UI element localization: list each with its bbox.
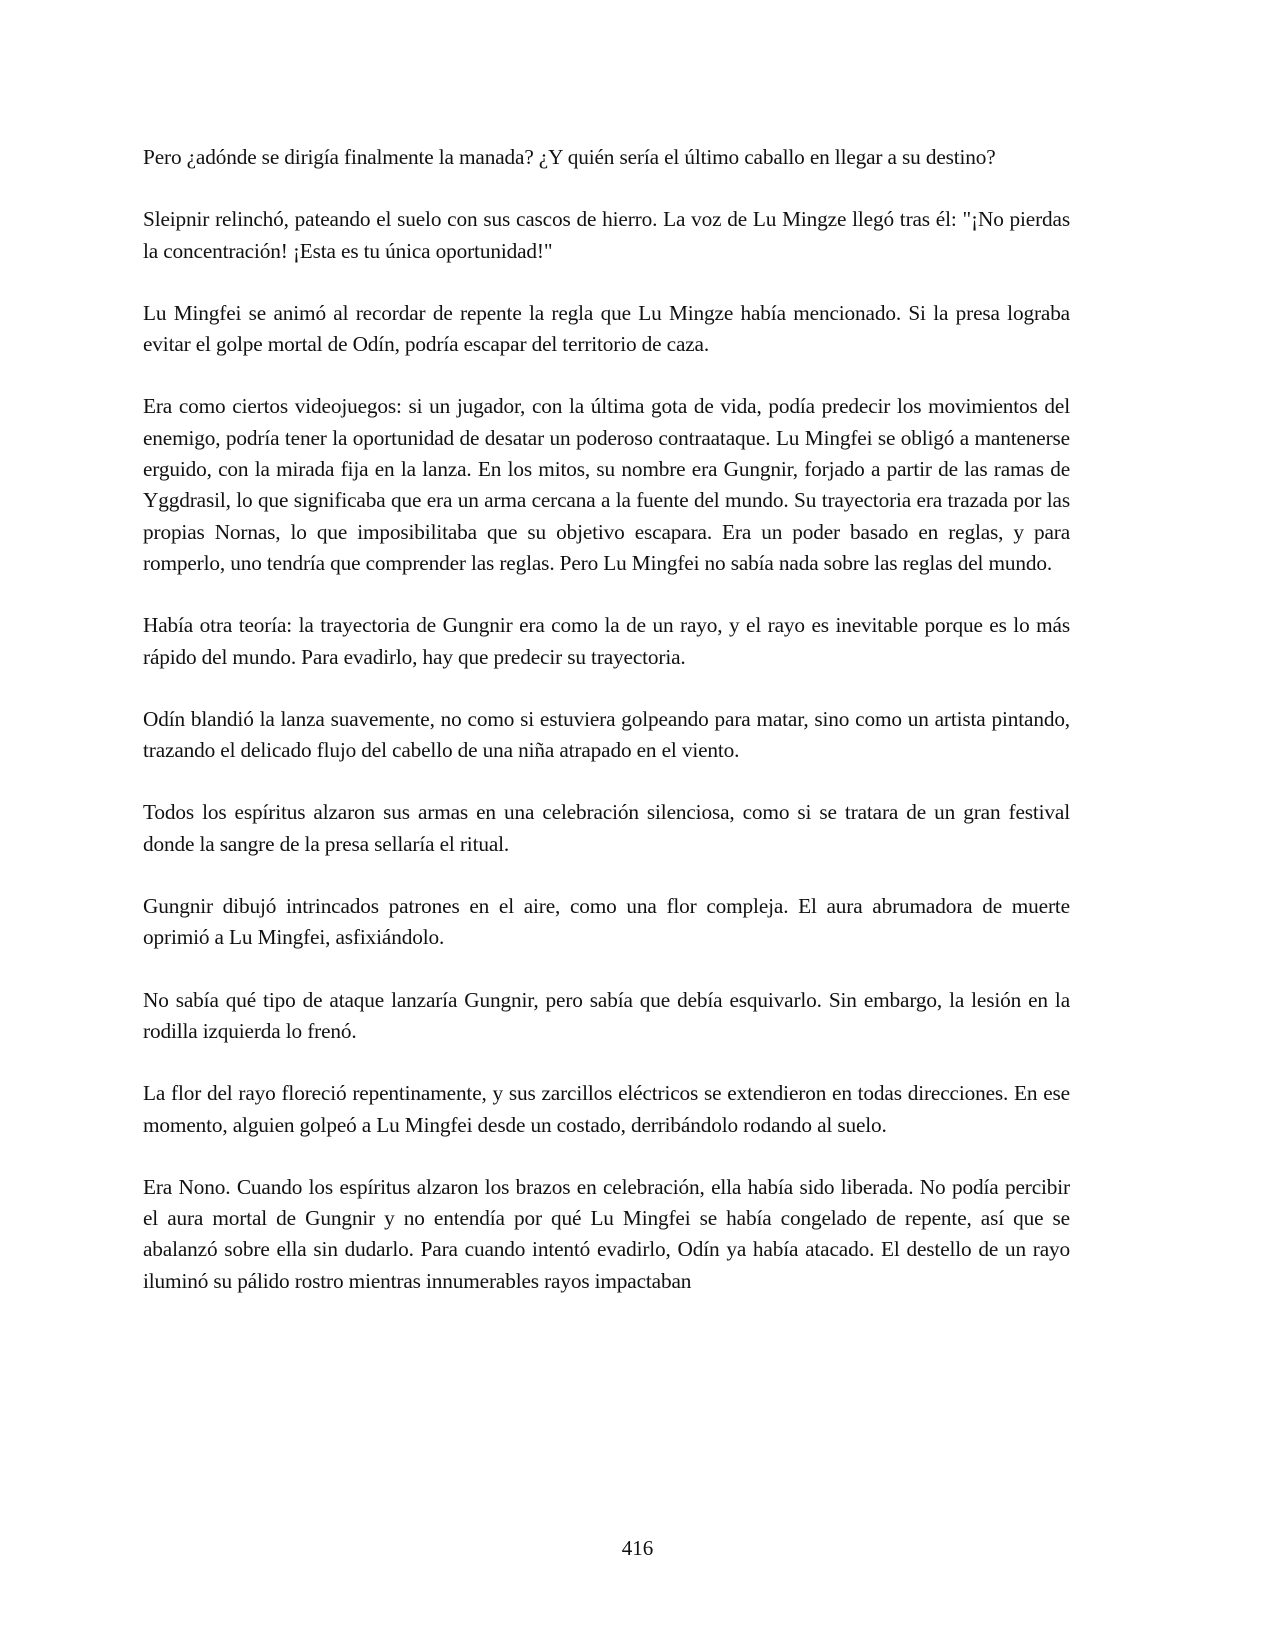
paragraph: Era como ciertos videojuegos: si un jugador, con la última gota de vida, podía predecir los movimientos del enemigo, podría tener la oportunidad de desatar un poderoso contraataque. Lu Mingfei se obligó a mantenerse erguido, con la mirada fija en la lanza. En los mitos, su nombre era Gungnir, forjado a partir de las ramas de Yggdrasil, lo que significaba que era un arma cercana a la fuente del mundo. Su trayectoria era trazada por las propias Nornas, lo que imposibilitaba que su objetivo escapara. Era un poder basado en reglas, y para romperlo, uno tendría que comprender las reglas. Pero Lu Mingfei no sabía nada sobre las reglas del mundo. [143, 394, 1070, 575]
paragraph: Lu Mingfei se animó al recordar de repente la regla que Lu Mingze había mencionado. Si la presa lograba evitar el golpe mortal de Odín, podría escapar del territorio de caza. [143, 300, 1070, 357]
paragraph: No sabía qué tipo de ataque lanzaría Gungnir, pero sabía que debía esquivarlo. Sin embargo, la lesión en la rodilla izquierda lo frenó. [143, 987, 1070, 1043]
paragraph: Sleipnir relinchó, pateando el suelo con sus cascos de hierro. La voz de Lu Mingze llegó tras él: "¡No pierdas la concentración! ¡Esta es tu única oportunidad!" [143, 207, 1070, 263]
paragraph: Pero ¿adónde se dirigía finalmente la manada? ¿Y quién sería el último caballo en llegar a su destino? [143, 145, 996, 169]
paragraph: La flor del rayo floreció repentinamente, y sus zarcillos eléctricos se extendieron en todas direcciones. En ese momento, alguien golpeó a Lu Mingfei desde un costado, derribándolo rodando al suelo. [143, 1081, 1070, 1137]
page-number: 416 [621, 1536, 654, 1560]
paragraph: Gungnir dibujó intrincados patrones en el aire, como una flor compleja. El aura abrumadora de muerte oprimió a Lu Mingfei, asfixiándolo. [143, 894, 1070, 950]
paragraph: Había otra teoría: la trayectoria de Gungnir era como la de un rayo, y el rayo es inevitable porque es lo más rápido del mundo. Para evadirlo, hay que predecir su trayectoria. [143, 613, 1070, 669]
page-body [143, 142, 1070, 1328]
paragraph: Era Nono. Cuando los espíritus alzaron los brazos en celebración, ella había sido liberada. No podía percibir el aura mortal de Gungnir y no entendía por qué Lu Mingfei se había congelado de repente, así que se abalanzó sobre ella sin dudarlo. Para cuando intentó evadirlo, Odín ya había atacado. El destello de un rayo iluminó su pálido rostro mientras innumerables rayos impactaban [143, 1174, 1070, 1293]
paragraph: Todos los espíritus alzaron sus armas en una celebración silenciosa, como si se tratara de un gran festival donde la sangre de la presa sellaría el ritual. [143, 800, 1070, 856]
paragraph: Odín blandió la lanza suavemente, no como si estuviera golpeando para matar, sino como un artista pintando, trazando el delicado flujo del cabello de una niña atrapado en el viento. [143, 706, 1070, 763]
